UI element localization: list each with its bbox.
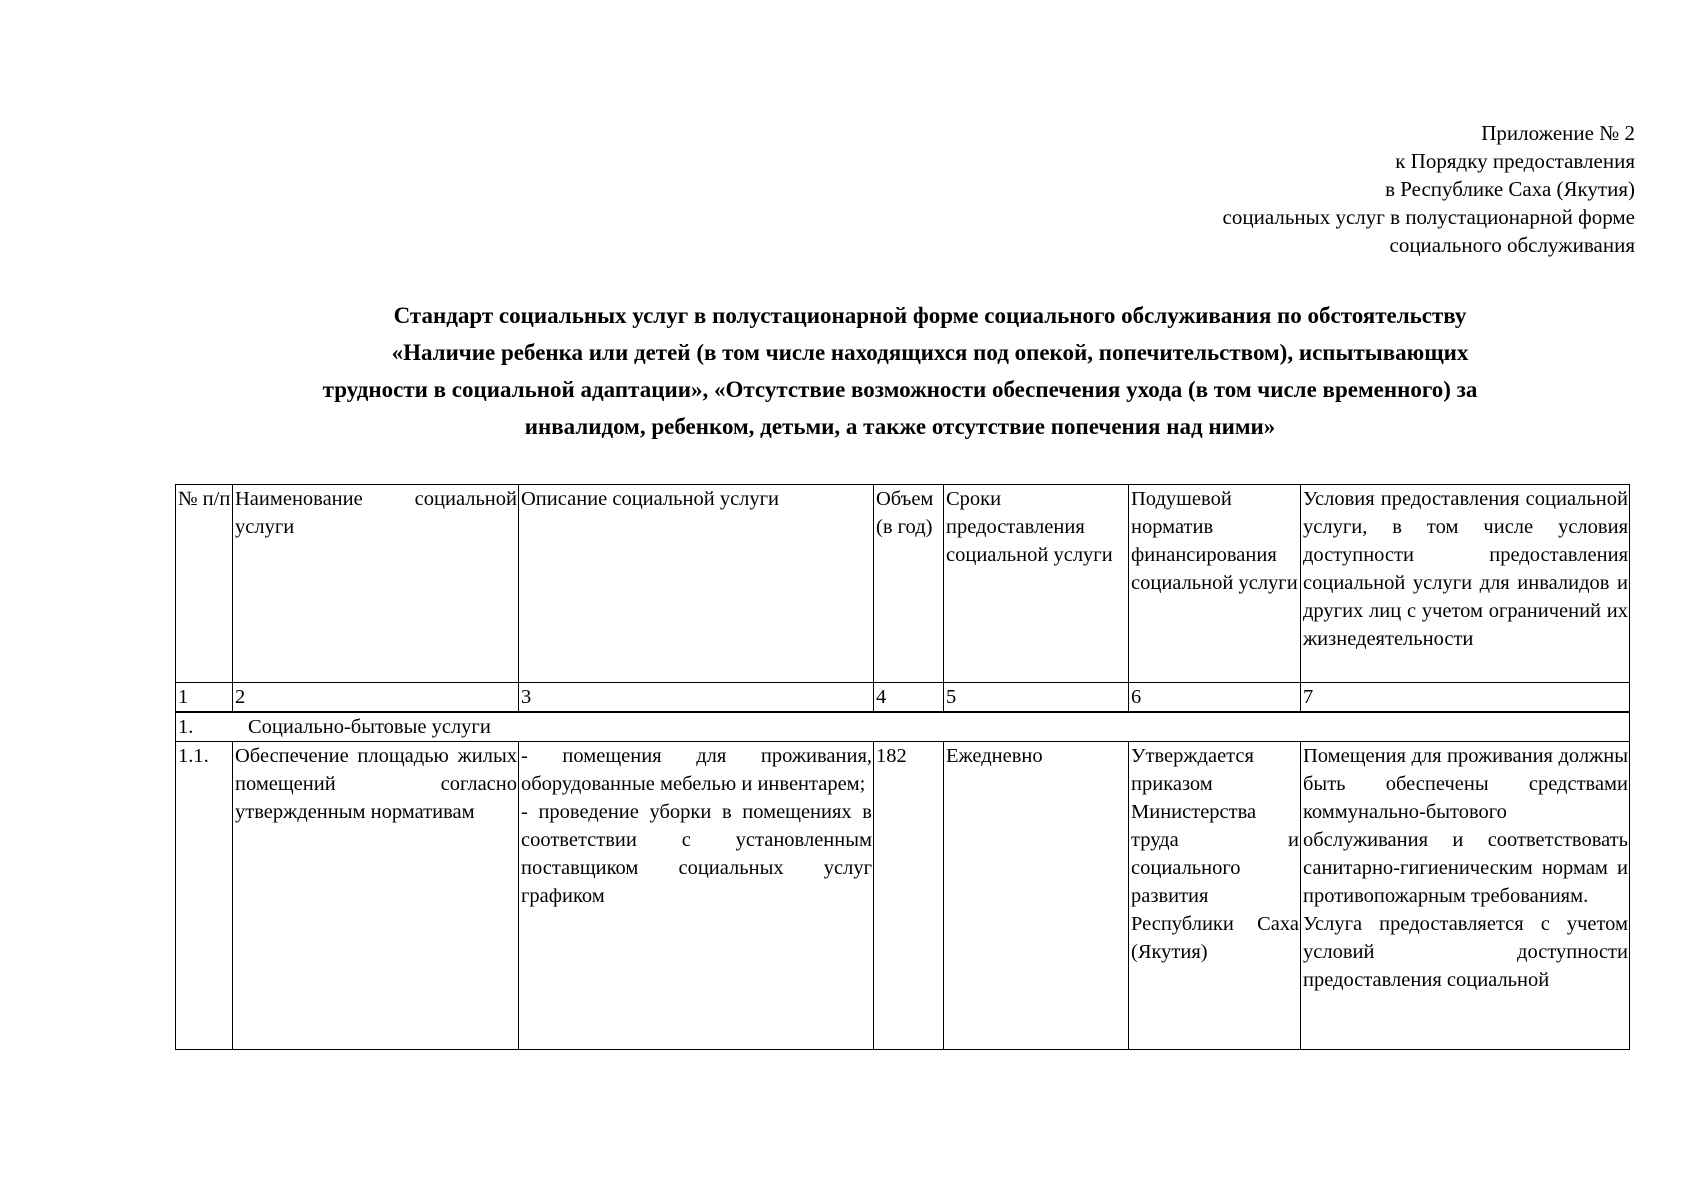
conditions-paragraph: Помещения для проживания должны быть обеспечены средствами коммунально-бытового обслуживания и соответствовать санитарно-гигиеническим нормам и противопожарным требованиям.	[1303, 745, 1628, 907]
title-line: Стандарт социальных услуг в полустационарной форме социального обслуживания по обстоятельству	[393, 303, 1467, 328]
column-number-cell: 2	[233, 683, 519, 713]
document-title	[160, 297, 1640, 445]
appendix-line: социального обслуживания	[1389, 233, 1635, 257]
header-cell: Сроки предоставления социальной услуги	[944, 485, 1129, 683]
column-number-cell: 7	[1301, 683, 1630, 713]
table-row	[176, 742, 1630, 1050]
item-name-cell: Обеспечение площадью жилых помещений согласно утвержденным нормативам	[233, 742, 519, 1050]
appendix-line: социальных услуг в полустационарной форме	[1222, 205, 1635, 229]
appendix-line: в Республике Саха (Якутия)	[1385, 177, 1635, 201]
table-header-row	[176, 485, 1630, 683]
header-cell: Наименование социальной услуги	[233, 485, 519, 683]
item-terms-cell: Ежедневно	[944, 742, 1129, 1050]
header-cell: Условия предоставления социальной услуги, в том числе условия доступности предоставления социальной услуги для инвалидов и других лиц с учетом ограничений их жизнедеятельности	[1301, 485, 1630, 683]
title-line: трудности в социальной адаптации», «Отсутствие возможности обеспечения ухода (в том числе временного) за	[322, 377, 1478, 402]
item-description-cell	[519, 742, 874, 1050]
appendix-line: к Порядку предоставления	[1395, 149, 1635, 173]
section-number: 1.	[178, 716, 194, 738]
header-cell: Описание социальной услуги	[519, 485, 874, 683]
header-cell: Подушевой норматив финансирования социальной услуги	[1129, 485, 1301, 683]
conditions-paragraph: Услуга предоставляется с учетом условий доступности предоставления социальной	[1303, 913, 1628, 991]
appendix-line: Приложение № 2	[1481, 121, 1635, 145]
column-number-cell: 1	[176, 683, 233, 713]
header-cell: Объем (в год)	[874, 485, 944, 683]
appendix-reference	[1223, 119, 1635, 259]
description-paragraph: - помещения для проживания, оборудованные мебелью и инвентарем;	[521, 745, 872, 795]
column-number-row	[176, 683, 1630, 713]
column-number-cell: 3	[519, 683, 874, 713]
item-norm-cell: Утверждается приказом Министерства труда и социального развития Республики Саха (Якутия)	[1129, 742, 1301, 1050]
title-line: инвалидом, ребенком, детьми, а также отсутствие попечения над ними»	[524, 414, 1276, 439]
item-number-cell: 1.1.	[176, 742, 233, 1050]
section-cell	[176, 712, 1630, 742]
column-number-cell: 5	[944, 683, 1129, 713]
item-conditions-cell	[1301, 742, 1630, 1050]
section-title: Социально-бытовые услуги	[248, 716, 491, 738]
description-paragraph: - проведение уборки в помещениях в соответствии с установленным поставщиком социальных услуг графиком	[521, 801, 872, 907]
standard-table	[175, 484, 1630, 1050]
item-volume-cell: 182	[874, 742, 944, 1050]
title-line: «Наличие ребенка или детей (в том числе находящихся под опекой, попечительством), испытывающих	[391, 340, 1469, 365]
column-number-cell: 4	[874, 683, 944, 713]
column-number-cell: 6	[1129, 683, 1301, 713]
section-row	[176, 712, 1630, 742]
header-cell: № п/п	[176, 485, 233, 683]
